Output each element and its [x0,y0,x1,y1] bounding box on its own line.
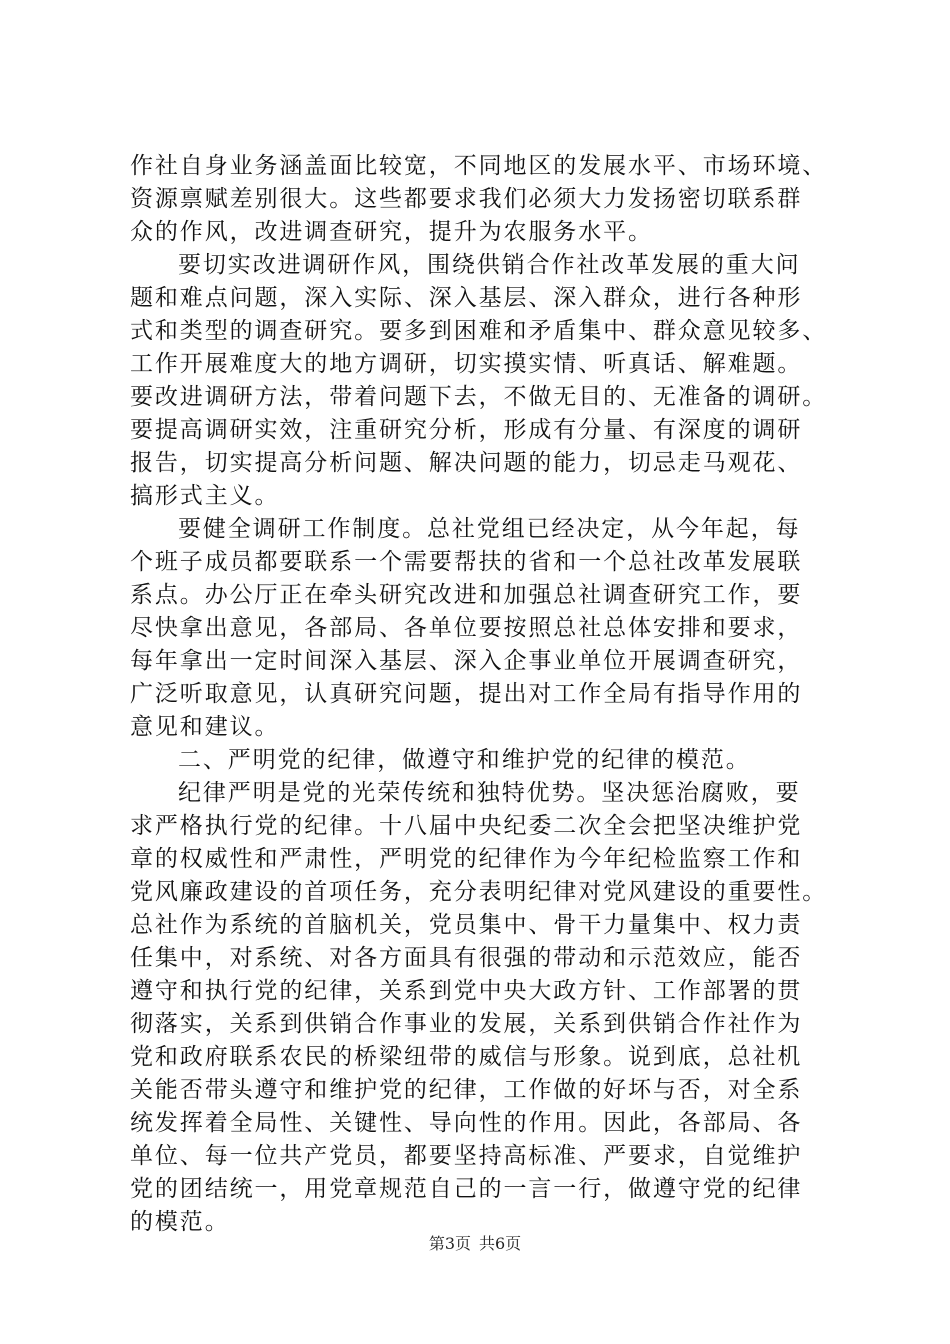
text-line: 工作开展难度大的地方调研，切实摸实情、听真话、解难题。 [130,351,803,377]
text-line: 总社作为系统的首脑机关，党员集中、骨干力量集中、权力责 [130,912,803,938]
text-line: 个班子成员都要联系一个需要帮扶的省和一个总社改革发展联 [130,549,803,575]
text-line: 统发挥着全局性、关键性、导向性的作用。因此，各部局、各 [130,1110,803,1136]
page-footer [0,1233,950,1255]
text-line: 式和类型的调查研究。要多到困难和矛盾集中、群众意见较多、 [130,318,828,344]
text-line: 要改进调研方法，带着问题下去，不做无目的、无准备的调研。 [130,384,828,410]
text-line: 搞形式主义。 [130,483,280,509]
text-line: 党和政府联系农民的桥梁纽带的威信与形象。说到底，总社机 [130,1044,803,1070]
text-line: 关能否带头遵守和维护党的纪律，工作做的好坏与否，对全系 [130,1077,803,1103]
section-heading: 二、严明党的纪律，做遵守和维护党的纪律的模范。 [178,747,751,773]
text-line: 每年拿出一定时间深入基层、深入企事业单位开展调查研究， [130,648,803,674]
text-line: 资源禀赋差别很大。这些都要求我们必须大力发扬密切联系群 [130,186,803,212]
text-line: 任集中，对系统、对各方面具有很强的带动和示范效应，能否 [130,945,803,971]
text-line: 系点。办公厅正在牵头研究改进和加强总社调查研究工作，要 [130,582,803,608]
text-line: 众的作风，改进调查研究，提升为农服务水平。 [130,219,653,245]
text-line: 作社自身业务涵盖面比较宽，不同地区的发展水平、市场环境、 [130,153,828,179]
text-line: 的模范。 [130,1209,230,1235]
paragraph-first-line: 纪律严明是党的光荣传统和独特优势。坚决惩治腐败，要 [178,780,801,806]
text-line: 遵守和执行党的纪律，关系到党中央大政方针、工作部署的贯 [130,978,803,1004]
document-body [130,150,830,1239]
text-line: 广泛听取意见，认真研究问题，提出对工作全局有指导作用的 [130,681,803,707]
text-line: 报告，切实提高分析问题、解决问题的能力，切忌走马观花、 [130,450,803,476]
text-line: 求严格执行党的纪律。十八届中央纪委二次全会把坚决维护党 [130,813,803,839]
text-line: 要提高调研实效，注重研究分析，形成有分量、有深度的调研 [130,417,803,443]
text-line: 章的权威性和严肃性，严明党的纪律作为今年纪检监察工作和 [130,846,803,872]
page-number: 第3页 [428,1234,471,1253]
text-line: 单位、每一位共产党员，都要坚持高标准、严要求，自觉维护 [130,1143,803,1169]
text-line: 彻落实，关系到供销合作事业的发展，关系到供销合作社作为 [130,1011,803,1037]
text-line: 尽快拿出意见，各部局、各单位要按照总社总体安排和要求， [130,615,803,641]
page-total: 共6页 [479,1234,522,1253]
paragraph-first-line: 要健全调研工作制度。总社党组已经决定，从今年起，每 [178,516,801,542]
paragraph-first-line: 要切实改进调研作风，围绕供销合作社改革发展的重大问 [178,252,801,278]
text-line: 党的团结统一，用党章规范自己的一言一行，做遵守党的纪律 [130,1176,803,1202]
text-line: 党风廉政建设的首项任务，充分表明纪律对党风建设的重要性。 [130,879,828,905]
text-line: 题和难点问题，深入实际、深入基层、深入群众，进行各种形 [130,285,803,311]
text-line: 意见和建议。 [130,714,280,740]
